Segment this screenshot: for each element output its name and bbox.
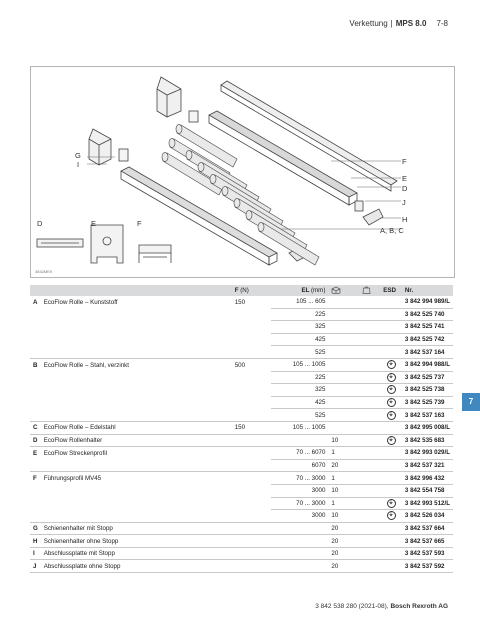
row-part-number: 3 842 995 008/L xyxy=(402,421,453,434)
row-force: 500 xyxy=(234,361,246,369)
row-esd xyxy=(380,371,402,384)
row-pack: 20 xyxy=(328,522,353,535)
row-part-number: 3 842 993 029/L xyxy=(402,447,453,460)
row-letter xyxy=(30,497,41,510)
row-esd xyxy=(380,547,402,560)
row-description xyxy=(41,346,232,359)
row-letter: F xyxy=(33,474,37,482)
row-pack: 10 xyxy=(328,484,353,497)
row-length: 525 xyxy=(271,346,328,359)
row-description: EcoFlow Rollenhalter xyxy=(41,434,232,447)
row-force xyxy=(232,447,272,460)
figure-id: 3842ME9 xyxy=(35,269,53,274)
row-esd xyxy=(380,358,402,371)
esd-icon: ⏚ xyxy=(388,361,394,368)
row-pack xyxy=(328,296,353,308)
row-esd xyxy=(380,308,402,321)
row-length: 425 xyxy=(271,333,328,346)
row-esd xyxy=(380,421,402,434)
row-letter xyxy=(30,333,41,346)
row-length: 105 ... 605 xyxy=(271,296,328,308)
row-letter: I xyxy=(30,547,41,560)
esd-icon: ⏚ xyxy=(388,499,394,506)
callout-d: D xyxy=(402,184,408,193)
row-length: 325 xyxy=(271,384,328,397)
table-row xyxy=(30,296,453,308)
row-esd xyxy=(380,535,402,548)
row-icon xyxy=(353,333,380,346)
table-row xyxy=(30,409,453,422)
callout-i: I xyxy=(77,160,80,169)
header-nr: Nr. xyxy=(402,285,453,296)
row-description xyxy=(41,384,232,397)
header-pack-icon xyxy=(328,285,353,296)
row-description xyxy=(41,308,232,321)
table-row xyxy=(30,333,453,346)
callout-abc: A, B, C xyxy=(380,226,404,235)
row-pack xyxy=(328,358,353,371)
row-letter: A xyxy=(33,298,38,306)
page-header: Verkettung | MPS 8.0 7-8 xyxy=(349,19,448,28)
row-length: 6070 xyxy=(271,459,328,472)
row-description xyxy=(41,409,232,422)
row-pack: 10 xyxy=(328,510,353,523)
row-icon xyxy=(353,296,380,308)
row-letter xyxy=(30,321,41,334)
row-pack xyxy=(328,333,353,346)
row-icon xyxy=(353,560,380,573)
table-row xyxy=(30,434,453,447)
row-force xyxy=(232,535,272,548)
row-letter: H xyxy=(30,535,41,548)
row-part-number: 3 842 526 034 xyxy=(402,510,453,523)
row-description: EcoFlow Rolle – Edelstahl xyxy=(41,421,232,434)
callout-f: F xyxy=(402,157,407,166)
row-esd xyxy=(380,434,402,447)
row-length: 225 xyxy=(271,308,328,321)
row-description xyxy=(41,459,232,472)
row-force xyxy=(232,396,272,409)
row-letter: D xyxy=(30,434,41,447)
row-force xyxy=(232,409,272,422)
row-icon xyxy=(353,409,380,422)
row-part-number: 3 842 525 739 xyxy=(402,396,453,409)
row-icon xyxy=(353,371,380,384)
row-icon xyxy=(353,434,380,447)
row-part-number: 3 842 537 164 xyxy=(402,346,453,359)
row-description xyxy=(41,321,232,334)
row-description xyxy=(41,396,232,409)
row-letter xyxy=(30,384,41,397)
row-icon xyxy=(353,346,380,359)
row-part-number: 3 842 525 742 xyxy=(402,333,453,346)
row-force xyxy=(232,459,272,472)
table-row xyxy=(30,396,453,409)
row-length xyxy=(271,434,328,447)
row-esd xyxy=(380,296,402,308)
row-force xyxy=(232,321,272,334)
row-esd xyxy=(380,510,402,523)
row-letter xyxy=(30,510,41,523)
callout-h: H xyxy=(402,215,408,224)
row-esd xyxy=(380,346,402,359)
row-icon xyxy=(353,421,380,434)
callout-j: J xyxy=(402,198,406,207)
row-description xyxy=(41,333,232,346)
row-letter xyxy=(30,409,41,422)
row-part-number: 3 842 525 737 xyxy=(402,371,453,384)
row-esd xyxy=(380,522,402,535)
row-pack xyxy=(328,321,353,334)
package-icon xyxy=(331,286,341,294)
callout-g: G xyxy=(75,151,81,160)
esd-icon: ⏚ xyxy=(388,436,394,443)
row-icon xyxy=(353,447,380,460)
row-esd xyxy=(380,472,402,485)
row-esd xyxy=(380,484,402,497)
row-force xyxy=(232,497,272,510)
row-letter: C xyxy=(30,421,41,434)
row-length: 3000 xyxy=(271,484,328,497)
row-description xyxy=(41,371,232,384)
row-esd xyxy=(380,384,402,397)
row-length: 325 xyxy=(271,321,328,334)
table-row xyxy=(30,384,453,397)
header-description xyxy=(30,285,232,296)
row-description: Abschlussplatte ohne Stopp xyxy=(41,560,232,573)
row-icon xyxy=(353,472,380,485)
row-part-number: 3 842 537 665 xyxy=(402,535,453,548)
row-description: Abschlussplatte mit Stopp xyxy=(41,547,232,560)
table-header-row xyxy=(30,285,453,296)
table-row xyxy=(30,459,453,472)
row-part-number: 3 842 994 989/L xyxy=(402,296,453,308)
product-name: MPS 8.0 xyxy=(395,19,427,28)
row-pack xyxy=(328,409,353,422)
row-part-number: 3 842 525 740 xyxy=(402,308,453,321)
row-length: 225 xyxy=(271,371,328,384)
table-row xyxy=(30,308,453,321)
chapter-tab: 7 xyxy=(462,393,480,411)
table-row xyxy=(30,484,453,497)
row-force xyxy=(232,547,272,560)
row-letter: B xyxy=(33,361,38,369)
row-icon xyxy=(353,396,380,409)
row-letter: G xyxy=(30,522,41,535)
row-icon xyxy=(353,308,380,321)
row-icon xyxy=(353,384,380,397)
row-letter xyxy=(30,371,41,384)
document-number: 3 842 538 280 (2021-08), xyxy=(315,603,389,610)
row-pack xyxy=(328,346,353,359)
row-part-number: 3 842 993 512/L xyxy=(402,497,453,510)
row-description: EcoFlow Rolle – Stahl, verzinkt xyxy=(43,361,129,369)
table-row xyxy=(30,472,453,485)
table-row xyxy=(30,560,453,573)
row-pack xyxy=(328,384,353,397)
row-length: 70 ... 6070 xyxy=(271,447,328,460)
table-row xyxy=(30,421,453,434)
callout-f-profile: F xyxy=(137,219,142,228)
row-icon xyxy=(353,459,380,472)
row-force xyxy=(232,522,272,535)
row-length: 425 xyxy=(271,396,328,409)
row-description: Schienenhalter ohne Stopp xyxy=(41,535,232,548)
row-description xyxy=(41,510,232,523)
table-row xyxy=(30,510,453,523)
row-letter: E xyxy=(33,449,38,457)
row-icon xyxy=(353,510,380,523)
row-description xyxy=(41,484,232,497)
row-letter: J xyxy=(30,560,41,573)
row-part-number: 3 842 537 593 xyxy=(402,547,453,560)
row-icon xyxy=(353,358,380,371)
row-pack: 20 xyxy=(328,459,353,472)
row-length: 105 ... 1005 xyxy=(271,358,328,371)
page-number: 7-8 xyxy=(436,19,448,28)
row-length xyxy=(271,535,328,548)
row-force xyxy=(232,560,272,573)
callout-e: E xyxy=(402,174,408,183)
row-force xyxy=(232,484,272,497)
row-icon xyxy=(353,522,380,535)
row-length: 105 ... 1005 xyxy=(271,421,328,434)
row-part-number: 3 842 535 683 xyxy=(402,434,453,447)
row-pack: 20 xyxy=(328,547,353,560)
callout-e-profile: E xyxy=(91,219,97,228)
row-force: 150 xyxy=(234,298,246,306)
row-esd xyxy=(380,497,402,510)
row-length: 70 ... 3000 xyxy=(271,497,328,510)
row-part-number: 3 842 554 758 xyxy=(402,484,453,497)
row-length xyxy=(271,522,328,535)
row-force xyxy=(232,434,272,447)
row-icon xyxy=(353,484,380,497)
row-force xyxy=(232,346,272,359)
esd-icon: ⏚ xyxy=(388,386,394,393)
header-length: EL (mm) xyxy=(271,285,328,296)
bag-icon xyxy=(362,285,371,294)
esd-icon: ⏚ xyxy=(388,399,394,406)
table-row xyxy=(30,358,453,371)
header-bag-icon xyxy=(353,285,380,296)
row-length xyxy=(271,560,328,573)
row-description: EcoFlow Streckenprofil xyxy=(43,449,107,457)
row-part-number: 3 842 537 592 xyxy=(402,560,453,573)
esd-icon: ⏚ xyxy=(388,411,394,418)
row-description: Führungsprofil MV45 xyxy=(43,474,102,482)
row-esd xyxy=(380,459,402,472)
row-icon xyxy=(353,547,380,560)
row-icon xyxy=(353,321,380,334)
row-force xyxy=(232,472,272,485)
row-force xyxy=(232,384,272,397)
row-esd xyxy=(380,396,402,409)
row-force xyxy=(232,308,272,321)
row-esd xyxy=(380,447,402,460)
row-pack xyxy=(328,421,353,434)
row-letter xyxy=(30,459,41,472)
table-row xyxy=(30,447,453,460)
row-icon xyxy=(353,497,380,510)
row-esd xyxy=(380,560,402,573)
row-pack: 1 xyxy=(328,447,353,460)
row-part-number: 3 842 994 988/L xyxy=(402,358,453,371)
table-row xyxy=(30,346,453,359)
table-row xyxy=(30,535,453,548)
table-row xyxy=(30,371,453,384)
row-description: Schienenhalter mit Stopp xyxy=(41,522,232,535)
exploded-view-figure xyxy=(30,66,455,278)
brand-name: Bosch Rexroth AG xyxy=(390,603,448,610)
row-esd xyxy=(380,333,402,346)
roller-conveyor-drawing xyxy=(31,67,454,277)
row-pack: 20 xyxy=(328,560,353,573)
table-row xyxy=(30,522,453,535)
parts-table xyxy=(30,285,453,573)
row-letter xyxy=(30,308,41,321)
row-length: 3000 xyxy=(271,510,328,523)
row-icon xyxy=(353,535,380,548)
row-pack: 20 xyxy=(328,535,353,548)
section-title: Verkettung xyxy=(349,19,388,28)
row-pack xyxy=(328,308,353,321)
row-part-number: 3 842 525 738 xyxy=(402,384,453,397)
esd-icon: ⏚ xyxy=(388,373,394,380)
row-esd xyxy=(380,321,402,334)
header-force: F (N) xyxy=(232,285,272,296)
row-length xyxy=(271,547,328,560)
header-esd: ESD xyxy=(380,285,402,296)
row-pack: 1 xyxy=(328,472,353,485)
row-letter xyxy=(30,484,41,497)
row-description: EcoFlow Rolle – Kunststoff xyxy=(43,298,118,306)
row-pack xyxy=(328,371,353,384)
page-footer xyxy=(315,603,448,610)
row-force xyxy=(232,333,272,346)
row-part-number: 3 842 537 664 xyxy=(402,522,453,535)
table-row xyxy=(30,321,453,334)
row-pack: 10 xyxy=(328,434,353,447)
row-pack: 1 xyxy=(328,497,353,510)
row-force xyxy=(232,371,272,384)
row-part-number: 3 842 537 163 xyxy=(402,409,453,422)
esd-icon: ⏚ xyxy=(388,512,394,519)
row-force: 150 xyxy=(232,421,272,434)
row-letter xyxy=(30,346,41,359)
row-length: 70 ... 3000 xyxy=(271,472,328,485)
row-letter xyxy=(30,396,41,409)
row-description xyxy=(41,497,232,510)
row-esd xyxy=(380,409,402,422)
row-length: 525 xyxy=(271,409,328,422)
row-pack xyxy=(328,396,353,409)
row-part-number: 3 842 537 321 xyxy=(402,459,453,472)
table-row xyxy=(30,547,453,560)
callout-d-profile: D xyxy=(37,219,43,228)
row-part-number: 3 842 525 741 xyxy=(402,321,453,334)
row-part-number: 3 842 996 432 xyxy=(402,472,453,485)
table-row xyxy=(30,497,453,510)
row-force xyxy=(232,510,272,523)
